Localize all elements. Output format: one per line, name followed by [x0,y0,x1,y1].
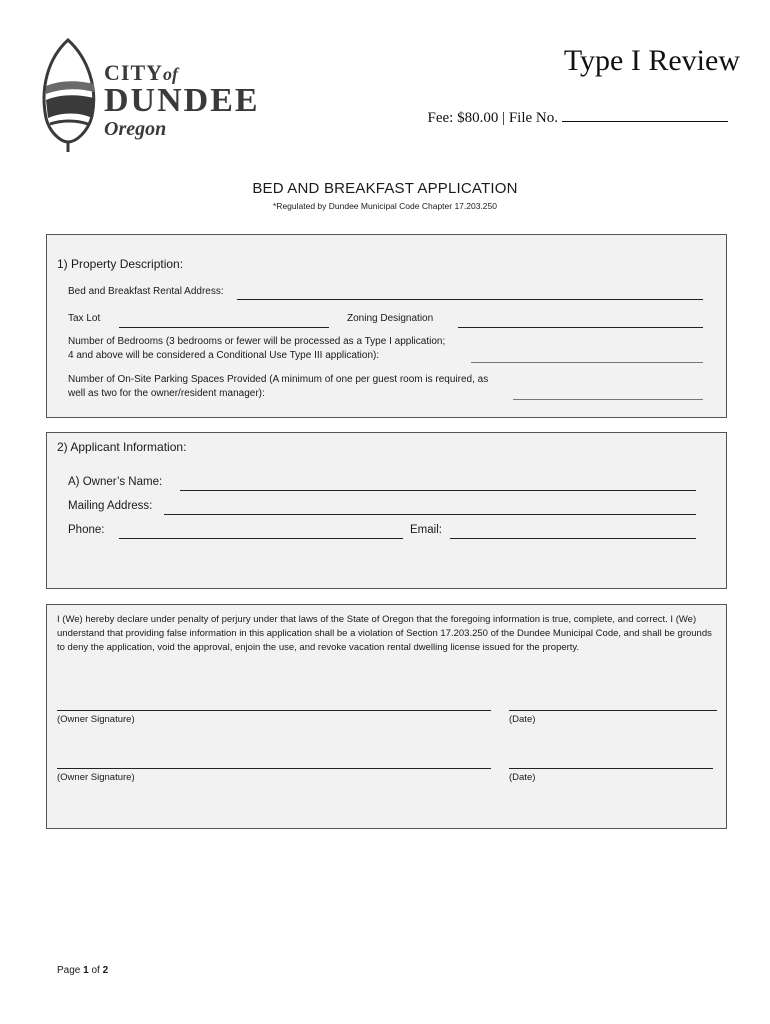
parking-label-line2: well as two for the owner/resident manager): [68,388,265,399]
leaf-icon [40,38,100,154]
fee-label: Fee: $80.00 | File No. [427,110,558,126]
logo-city-text: CITYof [104,60,179,85]
rental-address-label: Bed and Breakfast Rental Address: [68,286,224,297]
date-field-1[interactable] [509,710,717,711]
owner-signature-field-1[interactable] [57,710,491,711]
date-label-1: (Date) [509,714,536,725]
zoning-field[interactable] [458,327,703,328]
tax-lot-label: Tax Lot [68,313,101,324]
phone-field[interactable] [119,538,403,539]
parking-label-line1: Number of On-Site Parking Spaces Provided (A minimum of one per guest room is required, as [68,374,489,385]
city-logo [40,38,280,154]
page-number: Page 1 of 2 [57,965,109,976]
application-title: BED AND BREAKFAST APPLICATION [252,180,518,197]
review-type-heading: Type I Review [563,44,740,77]
fee-file-line [428,110,729,127]
section-heading: 1) Property Description: [57,257,184,271]
owner-name-label: A) Owner’s Name: [68,476,163,488]
section-heading: 2) Applicant Information: [57,440,187,454]
date-field-2[interactable] [509,768,713,769]
applicant-information-section [46,432,727,589]
bedrooms-field[interactable] [471,362,703,363]
declaration-section [46,604,727,829]
mailing-address-label: Mailing Address: [68,500,153,512]
application-subtitle: *Regulated by Dundee Municipal Code Chapter 17.203.250 [273,201,497,211]
bedrooms-label-line2: 4 and above will be considered a Conditional Use Type III application): [68,350,380,361]
tax-lot-field[interactable] [119,327,329,328]
rental-address-field[interactable] [237,299,703,300]
email-field[interactable] [450,538,696,539]
mailing-address-field[interactable] [164,514,696,515]
phone-label: Phone: [68,524,105,536]
owner-signature-label-2: (Owner Signature) [57,772,135,783]
property-description-section [46,234,727,418]
parking-field[interactable] [513,399,703,400]
declaration-text: I (We) hereby declare under penalty of perjury under that laws of the State of Oregon that the foregoing information is true, complete, and correct. I (We) understand that providing false information in this application shall be a violation of Section 17.203.250 of the Dundee Municipal Code, and shall be grounds to deny the application, void the approval, enjoin the use, and revoke vacation rental dwelling license issued for the property. [57,614,712,653]
owner-signature-label-1: (Owner Signature) [57,714,135,725]
owner-name-field[interactable] [180,490,696,491]
email-label: Email: [410,524,442,536]
date-label-2: (Date) [509,772,536,783]
logo-oregon-text: Oregon [104,118,167,140]
owner-signature-field-2[interactable] [57,768,491,769]
bedrooms-label-line1: Number of Bedrooms (3 bedrooms or fewer will be processed as a Type I application; [68,336,446,347]
file-number-field[interactable] [562,110,728,122]
logo-dundee-text: DUNDEE [104,82,260,119]
zoning-label: Zoning Designation [347,313,434,324]
